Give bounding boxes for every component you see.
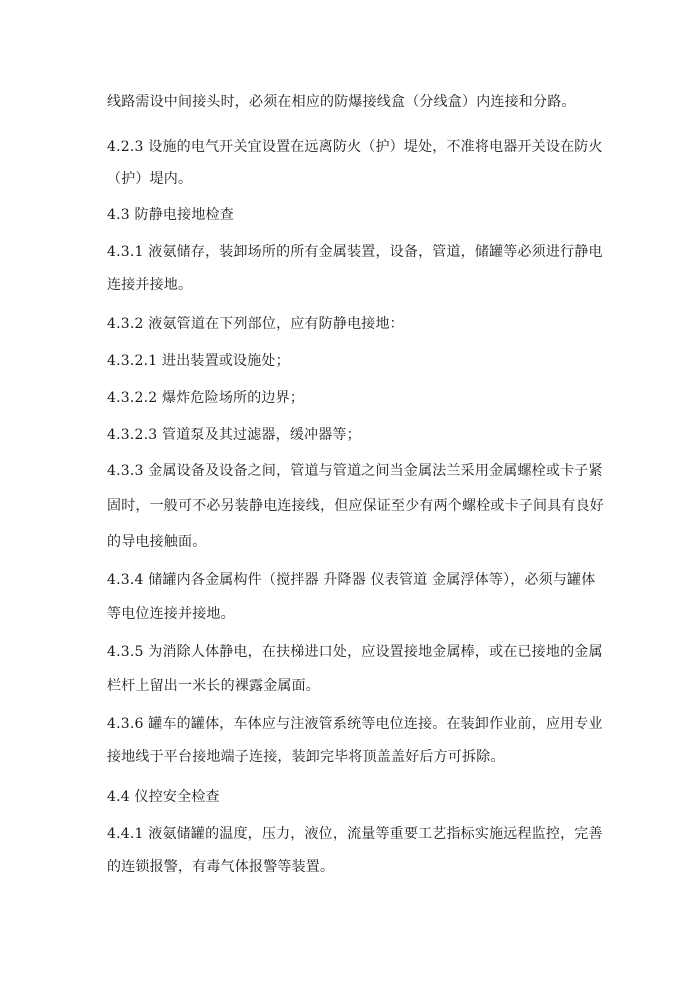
text-line: 连接并接地。 [107,277,193,293]
text-line: 栏杆上留出一米长的裸露金属面。 [107,678,320,694]
text-line: 4.3.4 储罐内各金属构件（搅拌器 升降器 仪表管道 金属浮体等），必须与罐体 [107,572,596,588]
text-line: 4.3.6 罐车的罐体，车体应与注液管系统等电位连接。在装卸作业前，应用专业 [107,716,603,732]
text-line: 4.3.2 液氨管道在下列部位，应有防静电接地： [107,316,404,332]
text-line: （护）堤内。 [107,171,193,187]
text-line: 的导电接触面。 [107,534,207,550]
text-line: 固时，一般可不必另装静电连接线，但应保证至少有两个螺栓或卡子间具有良好 [107,498,604,514]
section-heading: 4.4 仪控安全检查 [107,789,220,805]
section-heading: 4.3 防静电接地检查 [107,207,234,223]
text-line: 的连锁报警，有毒气体报警等装置。 [107,859,335,875]
text-line: 接地线于平台接地端子连接，装卸完毕将顶盖盖好后方可拆除。 [107,749,505,765]
text-line: 4.3.5 为消除人体静电，在扶梯进口处，应设置接地金属棒，或在已接地的金属 [107,644,603,660]
text-line: 4.4.1 液氨储罐的温度，压力，液位，流量等重要工艺指标实施远程监控，完善 [107,826,603,842]
list-item: 4.3.2.3 管道泵及其过滤器，缓冲器等； [107,427,361,443]
text-line: 4.3.1 液氨储存，装卸场所的所有金属装置，设备，管道，储罐等必须进行静电 [107,244,603,260]
text-line: 线路需设中间接头时，必须在相应的防爆接线盒（分线盒）内连接和分路。 [107,94,576,110]
list-item: 4.3.2.1 进出装置或设施处； [107,353,290,369]
text-line: 4.3.3 金属设备及设备之间，管道与管道之间当金属法兰采用金属螺栓或卡子紧 [107,463,603,479]
text-line: 等电位连接并接地。 [107,606,235,622]
text-line: 4.2.3 设施的电气开关宜设置在远离防火（护）堤处，不准将电器开关设在防火 [107,139,603,155]
list-item: 4.3.2.2 爆炸危险场所的边界； [107,390,305,406]
